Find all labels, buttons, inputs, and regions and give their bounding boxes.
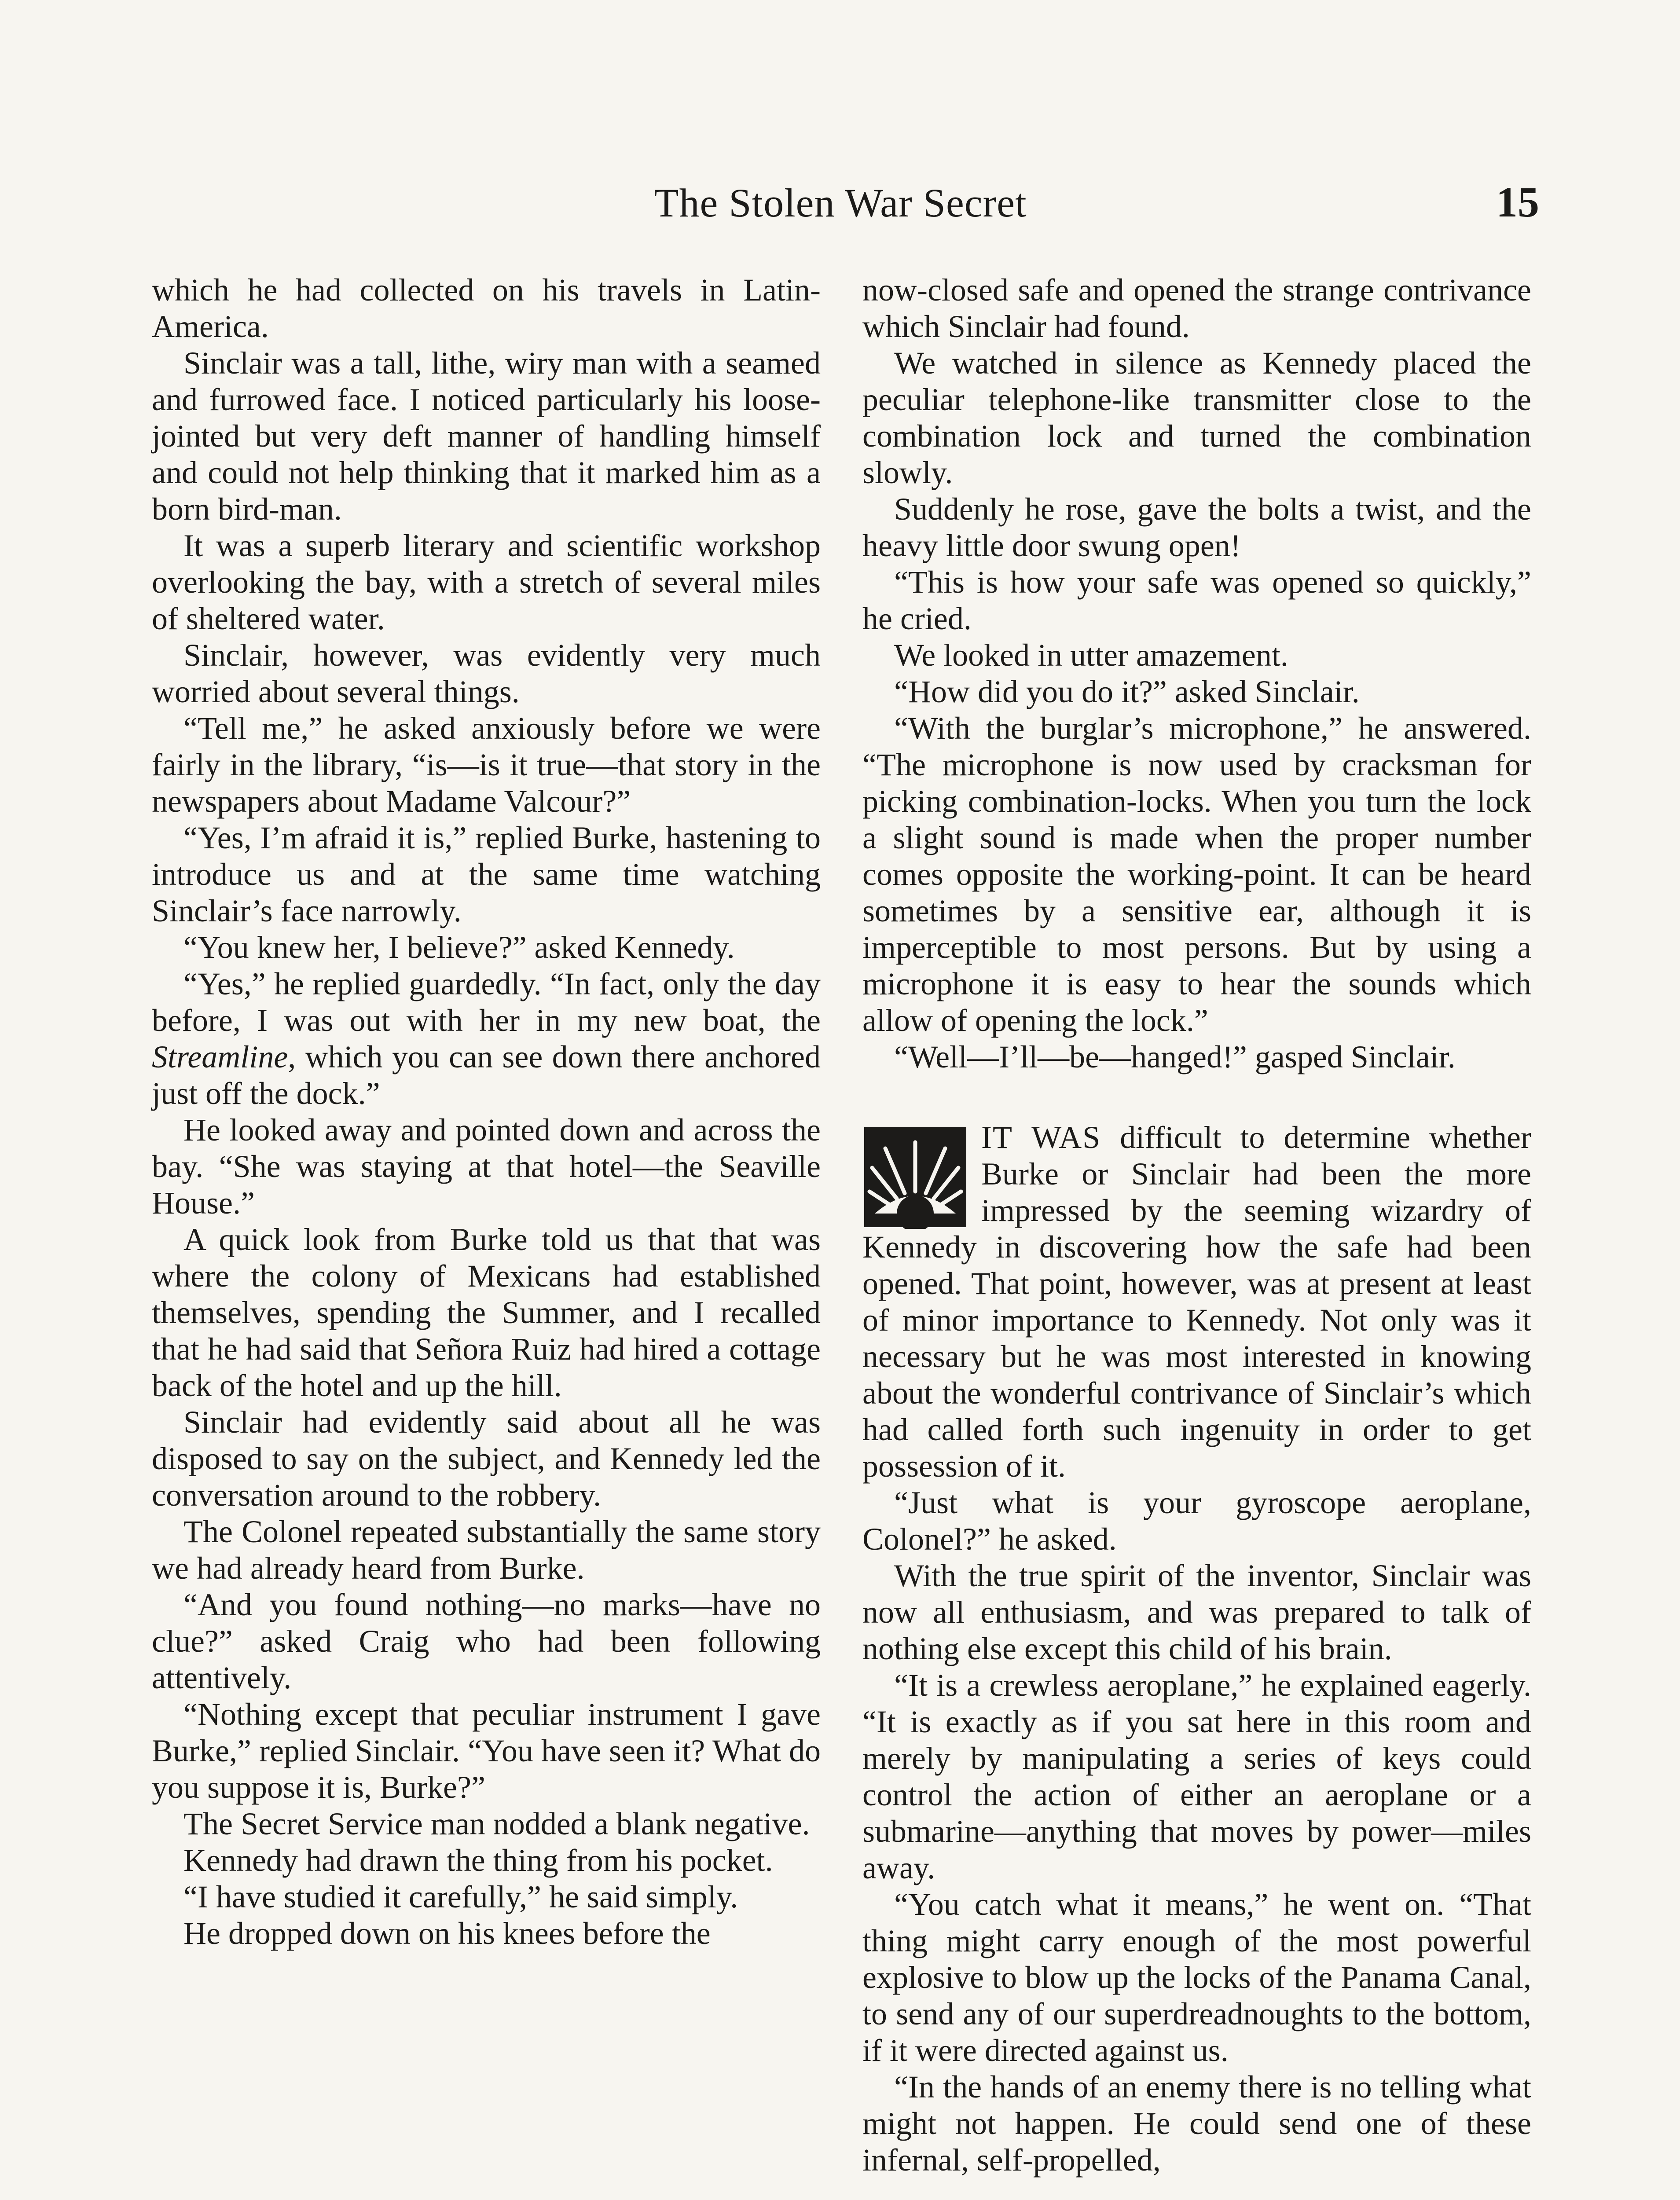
- paragraph: We looked in utter amazement.: [894, 638, 1288, 673]
- paragraph: “In the hands of an enemy there is no telling what might not happen. He could send one of these infernal, self-propelled,: [862, 2069, 1531, 2178]
- paragraph: “This is how your safe was opened so quickly,” he cried.: [862, 565, 1531, 636]
- text-run: , which you can see down there anchored just off the dock.”: [152, 1039, 821, 1111]
- paragraph: Kennedy had drawn the thing from his pocket.: [183, 1843, 773, 1878]
- paragraph: “I have studied it carefully,” he said simply.: [183, 1879, 738, 1914]
- paragraph: [152, 966, 821, 1112]
- paragraph: which he had collected on his travels in Latin-America.: [152, 272, 821, 344]
- paragraph: Suddenly he rose, gave the bolts a twist, and the heavy little door swung open!: [862, 491, 1531, 563]
- paragraph: now-closed safe and opened the strange contrivance which Sinclair had found.: [862, 272, 1531, 344]
- paragraph: Sinclair had evidently said about all he was disposed to say on the subject, and Kennedy led the conversation around to the robbery.: [152, 1404, 821, 1513]
- sunburst-ornament-icon: [862, 1126, 968, 1229]
- paragraph: He looked away and pointed down and across the bay. “She was staying at that hotel—the Seaville House.”: [152, 1112, 821, 1221]
- paragraph: “How did you do it?” asked Sinclair.: [894, 674, 1360, 709]
- paragraph: A quick look from Burke told us that that was where the colony of Mexicans had established themselves, spending the Summer, and I recalled that he had said that Señora Ruiz had hired a cottage back of the hotel and up the hill.: [152, 1222, 821, 1403]
- text-run: “Yes,” he replied guardedly. “In fact, only the day before, I was out with her in my new boat, the: [152, 966, 821, 1038]
- paragraph: Sinclair was a tall, lithe, wiry man with a seamed and furrowed face. I noticed particularly his loose-jointed but very deft manner of handling himself and could not help thinking that it marked him as a born bird-man.: [152, 345, 821, 527]
- paragraph: Sinclair, however, was evidently very much worried about several things.: [152, 638, 821, 709]
- paragraph: “You catch what it means,” he went on. “That thing might carry enough of the most powerful explosive to blow up the locks of the Panama Canal, to send any of our superdreadnoughts to the bottom, if it were directed against us.: [862, 1887, 1531, 2068]
- paragraph: “Well—I’ll—be—hanged!” gasped Sinclair.: [894, 1039, 1456, 1074]
- section-opening-paragraph: [862, 1119, 1531, 1485]
- paragraph: We watched in silence as Kennedy placed the peculiar telephone-like transmitter close to the combination lock and turned the combination slowly.: [862, 345, 1531, 490]
- paragraph: “Just what is your gyroscope aeroplane, Colonel?” he asked.: [862, 1485, 1531, 1557]
- paragraph: “And you found nothing—no marks—have no clue?” asked Craig who had been following attentively.: [152, 1587, 821, 1695]
- paragraph: “Tell me,” he asked anxiously before we were fairly in the library, “is—is it true—that story in the newspapers about Madame Valcour?”: [152, 711, 821, 819]
- paragraph: “Nothing except that peculiar instrument I gave Burke,” replied Sinclair. “You have seen it? What do you suppose it is, Burke?”: [152, 1697, 821, 1805]
- boat-name: Streamline: [152, 1039, 288, 1074]
- paragraph: “With the burglar’s microphone,” he answered. “The microphone is now used by cracksman for picking combination-locks. When you turn the lock a slight sound is made when the proper number comes opposite the working-point. It can be heard sometimes by a sensitive ear, although it is imperceptible to most persons. But by using a microphone it is easy to hear the sounds which allow of opening the lock.”: [862, 711, 1531, 1038]
- paragraph: The Secret Service man nodded a blank negative.: [183, 1806, 810, 1841]
- right-column: [862, 272, 1531, 2178]
- paragraph: With the true spirit of the inventor, Sinclair was now all enthusiasm, and was prepared to talk of nothing else except this child of his brain.: [862, 1558, 1531, 1666]
- paragraph: “It is a crewless aeroplane,” he explained eagerly. “It is exactly as if you sat here in this room and merely by manipulating a series of keys could control the action of either an aeroplane or a submarine—anything that moves by power—miles away.: [862, 1668, 1531, 1885]
- left-column: [152, 272, 821, 1952]
- paragraph: “Yes, I’m afraid it is,” replied Burke, hastening to introduce us and at the same time watching Sinclair’s face narrowly.: [152, 820, 821, 928]
- page-number: 15: [1496, 179, 1539, 226]
- running-head-title: The Stolen War Secret: [654, 180, 1027, 225]
- lead-in-words: IT WAS: [981, 1120, 1101, 1155]
- paragraph: He dropped down on his knees before the: [183, 1916, 711, 1951]
- paragraph: The Colonel repeated substantially the same story we had already heard from Burke.: [152, 1514, 821, 1586]
- paragraph: It was a superb literary and scientific workshop overlooking the bay, with a stretch of several miles of sheltered water.: [152, 528, 821, 636]
- paragraph: “You knew her, I believe?” asked Kennedy.: [183, 930, 735, 965]
- text-run: difficult to determine whether Burke or Sinclair had been the more impressed by the seeming wizardry of Kennedy in discovering how the safe had been opened. That point, however, was at present at least of minor importance to Kennedy. Not only was it necessary but he was most interested in knowing about the wonderful contrivance of Sinclair’s which had called forth such ingenuity in order to get possession of it.: [862, 1120, 1531, 1484]
